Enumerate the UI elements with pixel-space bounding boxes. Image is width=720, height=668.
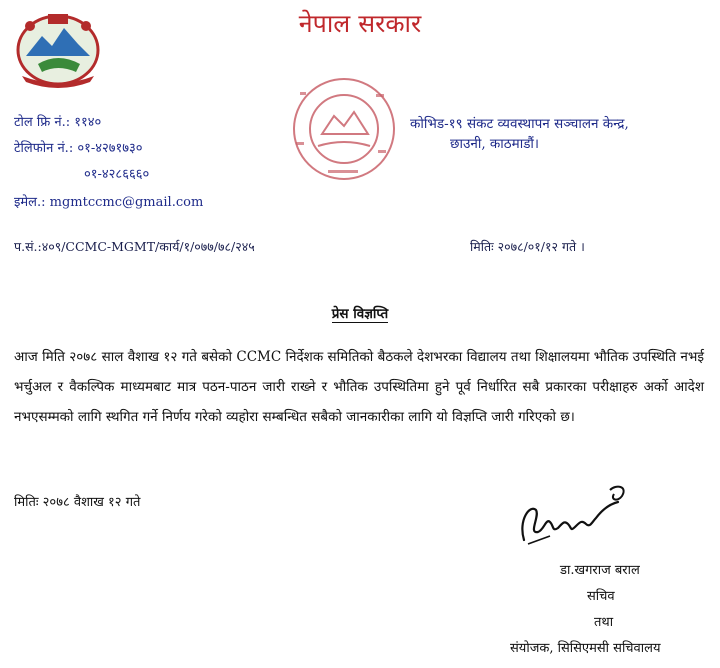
government-title: नेपाल सरकार — [298, 9, 422, 38]
tollfree-number: टोल फ्रि नं.: ११४० — [14, 115, 102, 130]
release-date: मितिः २०७८ वैशाख १२ गते — [14, 495, 141, 510]
signature — [510, 470, 640, 550]
center-name-line-1: कोभिड-१९ संकट व्यवस्थापन सञ्चालन केन्द्र, — [410, 116, 629, 132]
phone-number-1: टेलिफोन नं.: ०१-४२७१७३० — [14, 141, 143, 156]
signatory-role: संयोजक, सिसिएमसी सचिवालय — [510, 641, 661, 656]
signatory-title: सचिव — [587, 589, 615, 604]
signatory-conjunction: तथा — [594, 615, 614, 630]
press-release-heading — [0, 304, 720, 322]
reference-number: प.सं.:४०९/CCMC-MGMT/कार्य/१/०७७/७८/२४५ — [14, 239, 255, 254]
center-name — [410, 114, 710, 154]
letter-date: मितिः २०७८/०१/१२ गते । — [470, 239, 585, 254]
official-seal-stamp — [278, 72, 410, 186]
signatory-name: डा.खगराज बराल — [560, 563, 640, 578]
press-release-heading-text: प्रेस विज्ञप्ति — [331, 306, 389, 322]
phone-number-2: ०१-४२८६६६० — [84, 167, 150, 182]
press-release-body: आज मिति २०७८ साल वैशाख १२ गते बसेको CCMC निर्देशक समितिको बैठकले देशभरका विद्यालय तथा शिक्षालयमा भौतिक उपस्थिति नभई भर्चुअल र वैकल्पिक माध्यमबाट मात्र पठन-पाठन जारी राख्ने र भौतिक उपस्थितिमा हुने पूर्व निर्धारित सबै प्रकारका परीक्षाहरु अर्को आदेश नभएसम्मको लागि स्थगित गर्ने निर्णय गरेको व्यहोरा सम्बन्धित सबैको जानकारीका लागि यो विज्ञप्ति जारी गरिएको छ। — [14, 349, 704, 425]
email-address: इमेल.: mgmtccmc@gmail.com — [14, 195, 204, 210]
center-name-line-2: छाउनी, काठमाडौं। — [450, 136, 540, 152]
